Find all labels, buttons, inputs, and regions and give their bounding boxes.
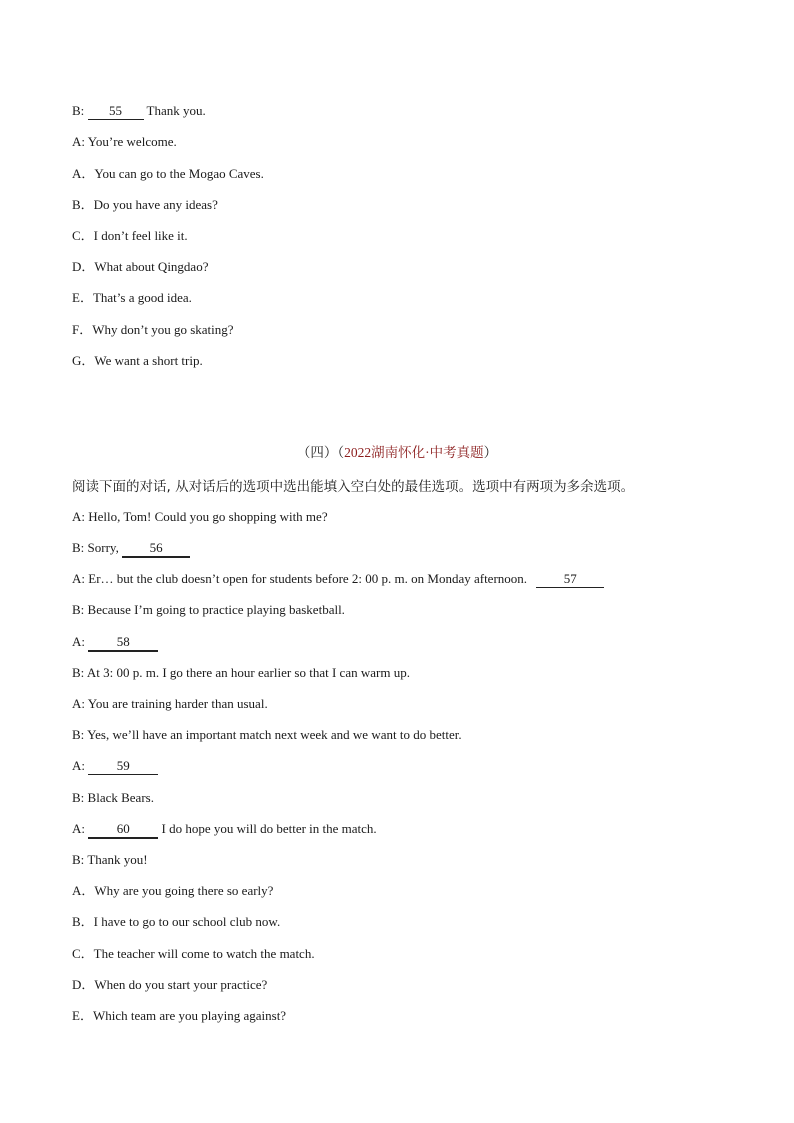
option-letter: A． xyxy=(72,883,95,898)
option-item xyxy=(72,1008,286,1024)
option-text: Why don’t you go skating? xyxy=(92,322,234,337)
option-text: Why are you going there so early? xyxy=(94,883,274,898)
option-item xyxy=(72,290,192,306)
option-item xyxy=(72,977,267,993)
option-text: I have to go to our school club now. xyxy=(93,914,281,929)
dialogue-line xyxy=(72,821,377,839)
line-text: Black Bears. xyxy=(87,790,154,805)
option-text: That’s a good idea. xyxy=(92,290,192,305)
line-text: Hello, Tom! Could you go shopping with me? xyxy=(88,509,328,524)
speaker-label: A: xyxy=(72,509,85,524)
line-text: Sorry, xyxy=(87,540,123,555)
option-letter: D． xyxy=(72,977,95,992)
answer-blank: 55 xyxy=(88,103,144,120)
option-letter: G． xyxy=(72,353,95,368)
line-text: Er… but the club doesn’t open for students before 2: 00 p. m. on Monday afternoon. xyxy=(88,571,528,586)
option-text: We want a short trip. xyxy=(94,353,203,368)
dialogue-line xyxy=(72,509,328,525)
option-text: I don’t feel like it. xyxy=(93,228,188,243)
option-item xyxy=(72,197,218,213)
answer-blank: 58 xyxy=(88,634,158,652)
option-letter: B． xyxy=(72,197,94,212)
option-item xyxy=(72,166,264,182)
option-letter: E． xyxy=(72,1008,93,1023)
section-number: （四） xyxy=(296,445,338,460)
answer-blank: 56 xyxy=(122,540,190,558)
answer-blank: 60 xyxy=(88,821,158,839)
option-item xyxy=(72,883,273,899)
dialogue-line xyxy=(72,134,177,150)
option-letter: E． xyxy=(72,290,93,305)
source-open: （ xyxy=(337,445,345,460)
dialogue-line xyxy=(72,665,410,681)
option-letter: C． xyxy=(72,228,94,243)
dialogue-line xyxy=(72,103,206,120)
option-text: The teacher will come to watch the match. xyxy=(93,946,315,961)
speaker-label: B: xyxy=(72,602,85,617)
section-heading xyxy=(0,444,794,462)
dialogue-line xyxy=(72,696,268,712)
line-text: You are training harder than usual. xyxy=(87,696,268,711)
speaker-label: A: xyxy=(72,821,85,836)
option-text: You can go to the Mogao Caves. xyxy=(94,166,264,181)
source-close: ） xyxy=(483,445,498,460)
option-item xyxy=(72,353,203,369)
option-item xyxy=(72,914,280,930)
option-text: Which team are you playing against? xyxy=(92,1008,287,1023)
dialogue-line xyxy=(72,571,604,588)
section-source: 2022湖南怀化·中考真题 xyxy=(344,445,484,460)
line-text: I do hope you will do better in the match. xyxy=(158,821,377,836)
speaker-label: B: xyxy=(72,540,85,555)
line-text: Thank you! xyxy=(87,852,148,867)
answer-blank: 59 xyxy=(88,758,158,775)
section-instruction: 阅读下面的对话, 从对话后的选项中选出能填入空白处的最佳选项。选项中有两项为多余选项。 xyxy=(72,479,635,495)
line-text: At 3: 00 p. m. I go there an hour earlier so that I can warm up. xyxy=(86,665,410,680)
line-text: Thank you. xyxy=(143,103,206,118)
option-letter: F． xyxy=(72,322,93,337)
dialogue-line xyxy=(72,540,190,558)
speaker-label: A: xyxy=(72,696,85,711)
speaker-label: A: xyxy=(72,134,85,149)
dialogue-line xyxy=(72,758,158,775)
option-letter: C． xyxy=(72,946,94,961)
option-item xyxy=(72,228,188,244)
dialogue-line xyxy=(72,602,345,618)
speaker-label: B: xyxy=(72,852,85,867)
line-text: Yes, we’ll have an important match next week and we want to do better. xyxy=(87,727,462,742)
speaker-label: A: xyxy=(72,758,85,773)
option-letter: D． xyxy=(72,259,95,274)
speaker-label: A: xyxy=(72,634,85,649)
dialogue-line xyxy=(72,634,158,652)
answer-blank: 57 xyxy=(536,571,604,588)
speaker-label: A: xyxy=(72,571,85,586)
line-text: Because I’m going to practice playing basketball. xyxy=(87,602,345,617)
speaker-label: B: xyxy=(72,790,85,805)
speaker-label: B: xyxy=(72,727,85,742)
option-text: What about Qingdao? xyxy=(94,259,209,274)
option-item xyxy=(72,946,315,962)
option-text: Do you have any ideas? xyxy=(93,197,218,212)
option-text: When do you start your practice? xyxy=(94,977,268,992)
line-text: You’re welcome. xyxy=(87,134,177,149)
option-item xyxy=(72,322,234,338)
option-letter: B． xyxy=(72,914,94,929)
option-item xyxy=(72,259,208,275)
dialogue-line xyxy=(72,727,462,743)
speaker-label: B: xyxy=(72,103,85,118)
speaker-label: B: xyxy=(72,665,85,680)
option-letter: A． xyxy=(72,166,95,181)
dialogue-line xyxy=(72,790,154,806)
dialogue-line xyxy=(72,852,148,868)
